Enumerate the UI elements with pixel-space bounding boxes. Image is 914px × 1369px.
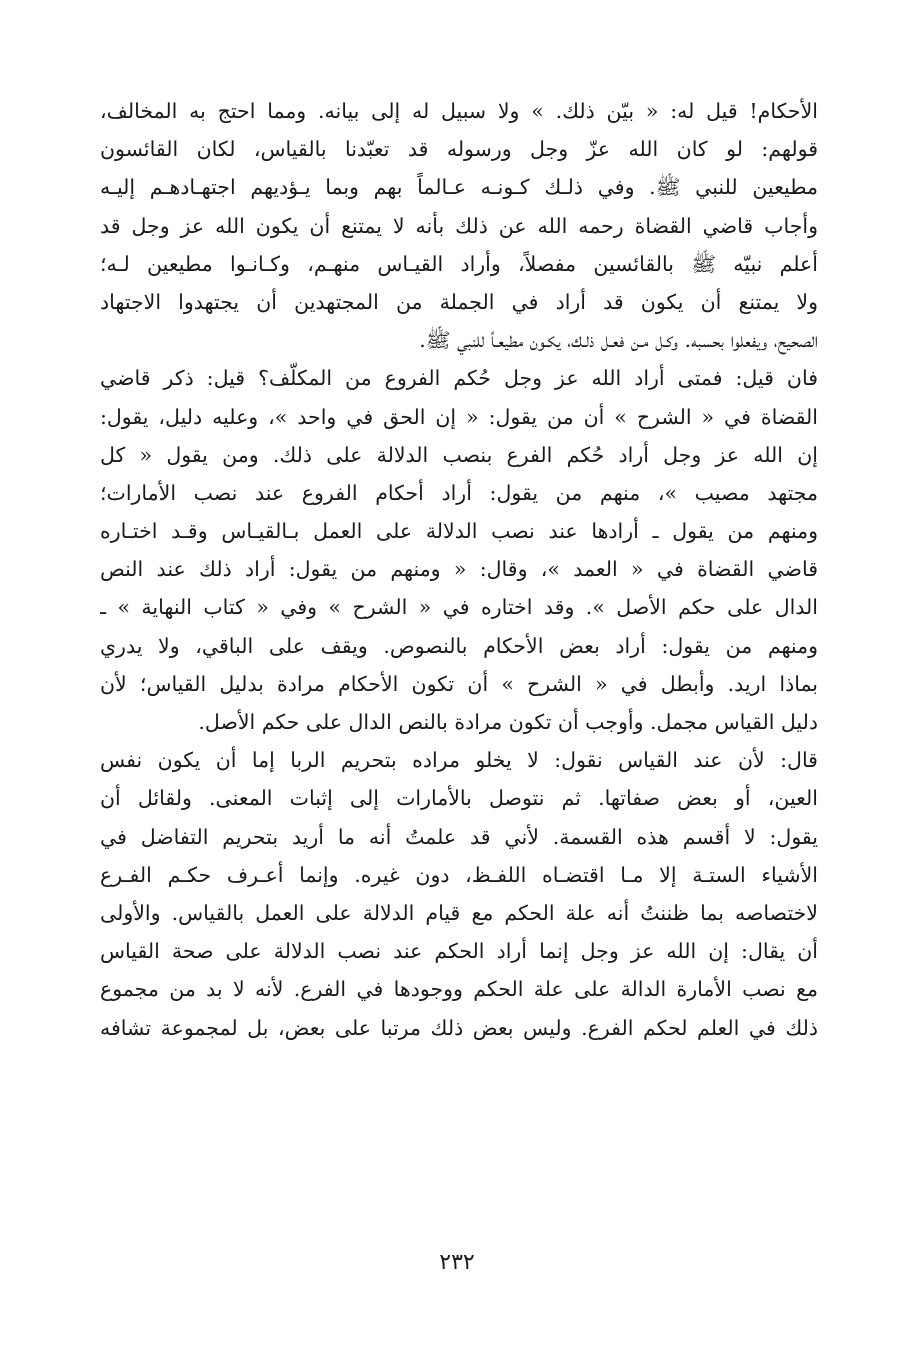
text-line: العين، أو بعض صفاتها. ثم نتوصل بالأمارات إلى إثبات المعنى. ولقائل أن (100, 786, 818, 811)
text-line: الصحيح، ويفعلوا بحسبه. وكـل مـن فعـل ذلـك، يكـون مطيعـاً للنبي ﷺ. (419, 328, 818, 353)
text-line: ذلك في العلم لحكم الفرع. وليس بعض ذلك مرتبا على بعض، بل لمجموعة تشافه (100, 1015, 818, 1040)
text-line: فان قيل: فمتى أراد الله عز وجل حُكم الفروع من المكلّف؟ قيل: ذكر قاضي (100, 366, 818, 391)
text-line: قاضي القضاة في « العمد »، وقال: « ومنهم من يقول: أراد ذلك عند النص (100, 557, 818, 582)
text-line: الأشياء الستـة إلا مـا اقتضـاه اللفـظ، دون غيره. وإنما أعـرف حكـم الفـرع (100, 862, 818, 887)
text-line: لاختصاصه بما ظننتُ أنه علة الحكم مع قيام الدلالة على العمل بالقياس. والأولى (100, 900, 818, 925)
text-line: مطيعين للنبي ﷺ. وفي ذلـك كـونـه عـالماً بهم وبما يـؤديهم اجتهـادهـم إليـه (100, 175, 818, 200)
text-line: مع نصب الأمارة الدالة على علة الحكم ووجودها في الفرع. لأنه لا بد من مجموع (100, 977, 818, 1002)
text-line: قولهم: لو كان الله عزّ وجل ورسوله قد تعبّدنا بالقياس، لكان القائسون (100, 137, 818, 162)
text-line: ولا يمتنع أن يكون قد أراد في الجملة من المجتهدين أن يجتهدوا الاجتهاد (100, 289, 818, 314)
text-line: ومنهم من يقول ـ أرادها عند نصب الدلالة على العمل بـالقيـاس وقـد اختـاره (100, 519, 818, 544)
text-line: القضاة في « الشرح » أن من يقول: « إن الحق في واحد »، وعليه دليل، يقول: (100, 404, 818, 429)
text-line: يقول: لا أقسم هذه القسمة. لأني قد علمتُ أنه ما أريد بتحريم التفاضل في (100, 824, 818, 849)
text-line: بماذا اريد. وأبطل في « الشرح » أن تكون الأحكام مرادة بدليل القياس؛ لأن (100, 671, 818, 696)
text-line: إن الله عز وجل أراد حُكم الفرع بنصب الدلالة على ذلك. ومن يقول « كل (100, 442, 818, 467)
text-line: وأجاب قاضي القضاة رحمه الله عن ذلك بأنه لا يمتنع أن يكون الله عز وجل قد (100, 213, 818, 238)
text-line: أعلم نبيّه ﷺ بالقائسين مفصلاً، وأراد القيـاس منهـم، وكـانـوا مطيعين لـه؛ (100, 251, 818, 276)
text-line: قال: لأن عند القياس نقول: لا يخلو مراده بتحريم الربا إما أن يكون نفس (100, 748, 818, 773)
text-line: ومنهم من يقول: أراد بعض الأحكام بالنصوص. ويقف على الباقي، ولا يدري (100, 633, 818, 658)
body-text (100, 92, 818, 1047)
text-line: مجتهد مصيب »، منهم من يقول: أراد أحكام الفروع عند نصب الأمارات؛ (100, 480, 818, 505)
text-line: الأحكام! قيل له: « بيّن ذلك. » ولا سبيل له إلى بيانه. ومما احتج به المخالف، (100, 99, 818, 123)
text-line: أن يقال: إن الله عز وجل إنما أراد الحكم عند نصب الدلالة على صحة القياس (100, 939, 818, 964)
page-number: ٢٣٢ (439, 1250, 475, 1275)
text-line: دليل القياس مجمل. وأوجب أن تكون مرادة بالنص الدال على حكم الأصل. (198, 710, 818, 734)
text-line: الدال على حكم الأصل ». وقد اختاره في « الشرح » وفي « كتاب النهاية » ـ (100, 595, 818, 620)
